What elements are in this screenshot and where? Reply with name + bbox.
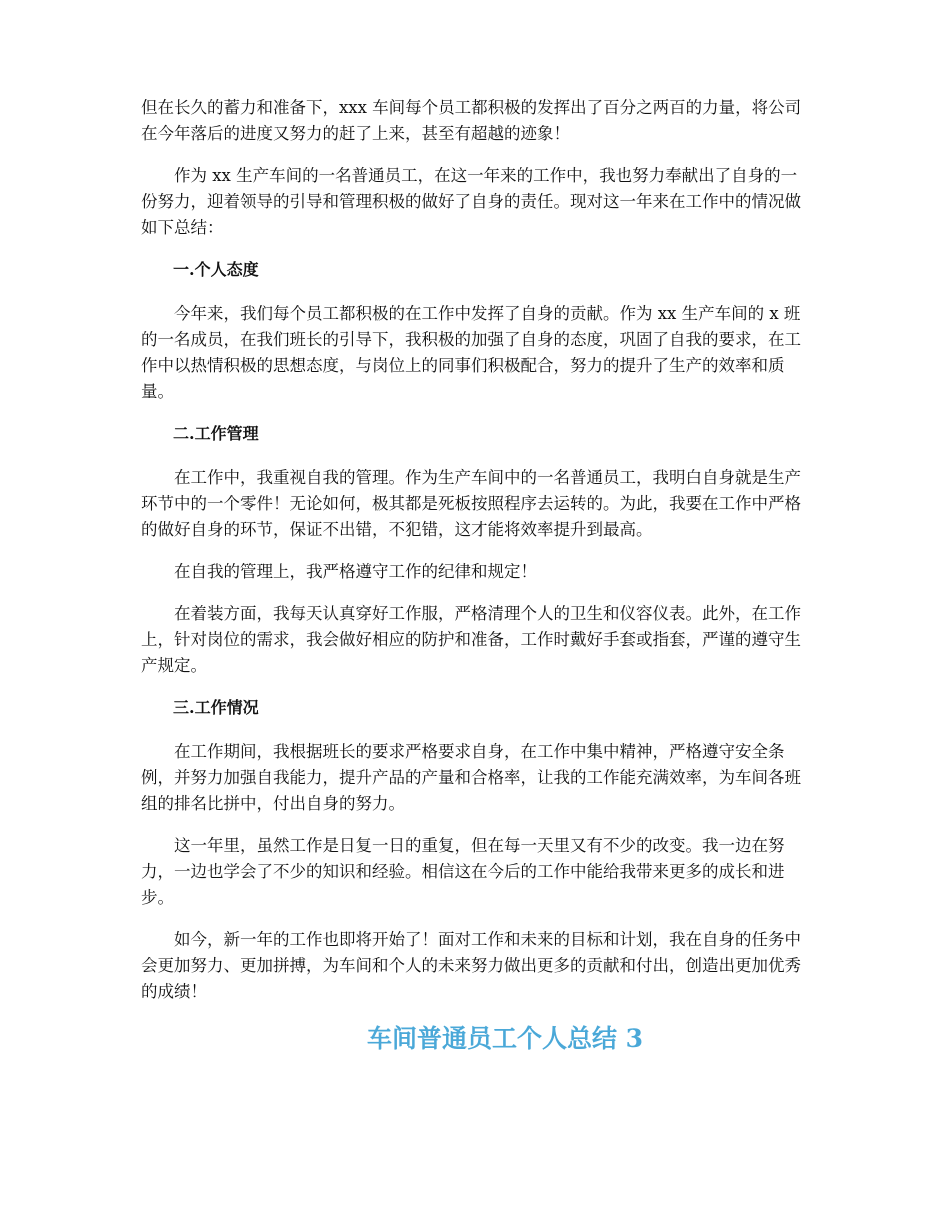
paragraph-attire: 在着装方面，我每天认真穿好工作服，严格清理个人的卫生和仪容仪表。此外，在工作上，针对岗位的需求，我会做好相应的防护和准备，工作时戴好手套或指套，严谨的遵守生产规定。: [141, 604, 801, 675]
section-heading-work: 三.工作情况: [173, 698, 259, 717]
section-heading-management: 二.工作管理: [173, 424, 259, 443]
paragraph-management: 在工作中，我重视自我的管理。作为生产车间中的一名普通员工，我明白自身就是生产环节中的一个零件！无论如何，极其都是死板按照程序去运转的。为此，我要在工作中严格的做好自身的环节，保证不出错，不犯错，这才能将效率提升到最高。: [141, 468, 801, 539]
paragraph-attitude: 今年来，我们每个员工都积极的在工作中发挥了自身的贡献。作为 xx 生产车间的 x 班的一名成员，在我们班长的引导下，我积极的加强了自身的态度，巩固了自我的要求，在工作中以热情积极的思想态度，与岗位上的同事们积极配合，努力的提升了生产的效率和质量。: [141, 304, 801, 401]
paragraph-future: 如今，新一年的工作也即将开始了！面对工作和未来的目标和计划，我在自身的任务中会更加努力、更加拼搏，为车间和个人的未来努力做出更多的贡献和付出，创造出更加优秀的成绩！: [141, 930, 801, 1001]
next-document-title: 车间普通员工个人总结 3: [366, 1024, 644, 1053]
paragraph-year: 这一年里，虽然工作是日复一日的重复，但在每一天里又有不少的改变。我一边在努力，一边也学会了不少的知识和经验。相信这在今后的工作中能给我带来更多的成长和进步。: [141, 836, 785, 907]
paragraph-discipline: 在自我的管理上，我严格遵守工作的纪律和规定！: [174, 562, 537, 581]
paragraph-intro: 作为 xx 生产车间的一名普通员工，在这一年来的工作中，我也努力奉献出了自身的一份努力，迎着领导的引导和管理积极的做好了自身的责任。现对这一年来在工作中的情况做如下总结：: [141, 166, 801, 237]
paragraph-work: 在工作期间，我根据班长的要求严格要求自身，在工作中集中精神，严格遵守安全条例，并努力加强自我能力，提升产品的产量和合格率，让我的工作能充满效率，为车间各班组的排名比拼中，付出自身的努力。: [141, 742, 801, 813]
section-heading-attitude: 一.个人态度: [173, 260, 259, 279]
paragraph-continuation: 但在长久的蓄力和准备下，xxx 车间每个员工都积极的发挥出了百分之两百的力量，将公司在今年落后的进度又努力的赶了上来，甚至有超越的迹象！: [141, 98, 802, 143]
document-body: [141, 95, 813, 1021]
